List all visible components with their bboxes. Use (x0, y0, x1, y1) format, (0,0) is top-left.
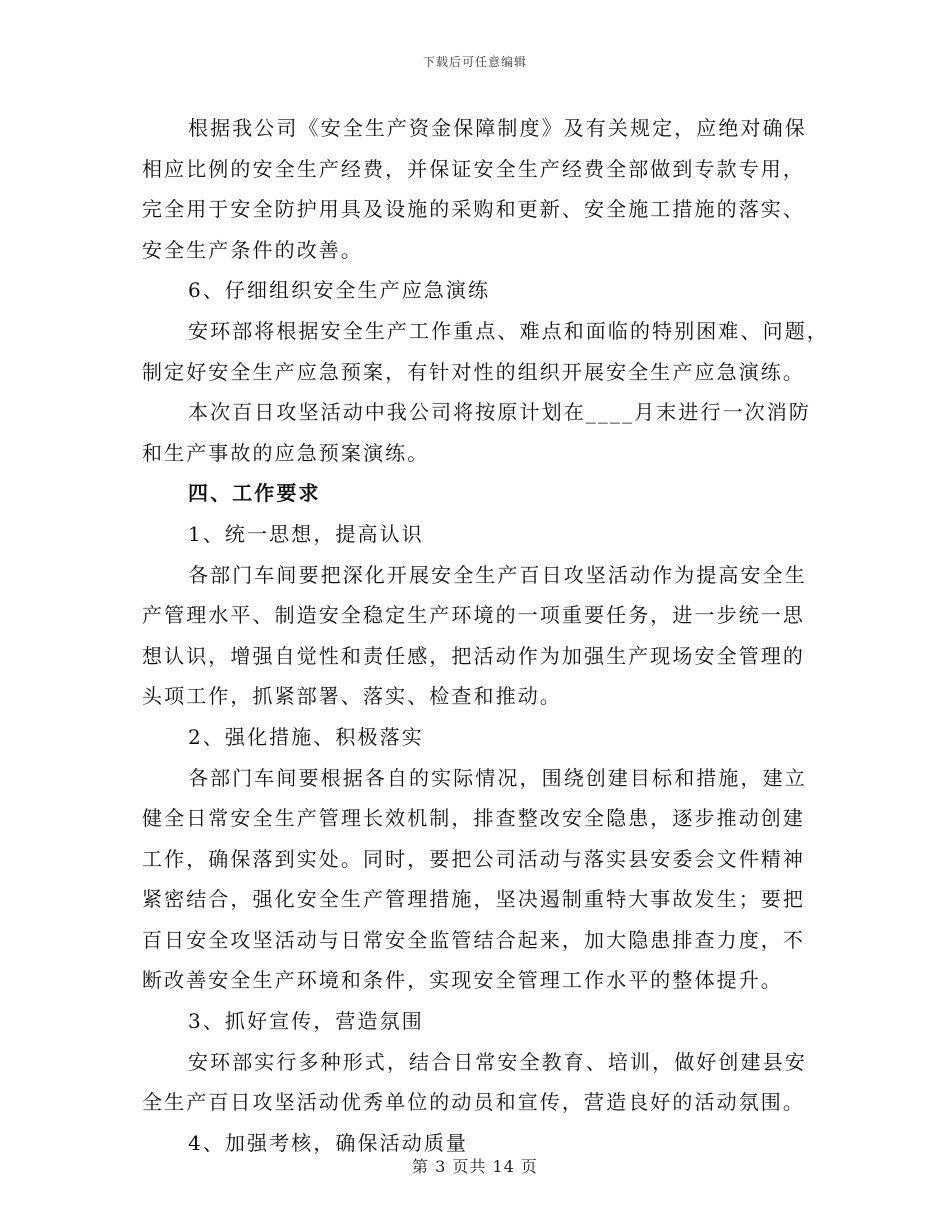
paragraph-line: 头项工作，抓紧部署、落实、检查和推动。 (142, 684, 562, 709)
paragraph-line: 全生产百日攻坚活动优秀单位的动员和宣传，营造良好的活动氛围。 (142, 1090, 805, 1115)
document-body (142, 108, 829, 1163)
paragraph-line: 产管理水平、制造安全稳定生产环境的一项重要任务，进一步统一思 (142, 603, 805, 628)
subheading-6: 6、仔细组织安全生产应急演练 (188, 278, 491, 303)
subheading-1: 1、统一思想，提高认识 (188, 521, 424, 546)
paragraph-line: 制定好安全生产应急预案，有针对性的组织开展安全生产应急演练。 (142, 359, 805, 384)
subheading-4: 4、加强考核，确保活动质量 (188, 1130, 469, 1155)
subheading-3: 3、抓好宣传，营造氛围 (188, 1009, 424, 1034)
section-heading-4: 四、工作要求 (188, 481, 321, 506)
paragraph-line: 安环部将根据安全生产工作重点、难点和面临的特别困难、问题， (188, 318, 829, 343)
paragraph-line: 百日安全攻坚活动与日常安全监管结合起来，加大隐患排查力度，不 (142, 927, 805, 952)
paragraph-line: 断改善安全生产环境和条件，实现安全管理工作水平的整体提升。 (142, 968, 783, 993)
paragraph-line: 各部门车间要把深化开展安全生产百日攻坚活动作为提高安全生 (188, 562, 807, 587)
header-note: 下载后可任意编辑 (422, 55, 527, 69)
paragraph-line: 本次百日攻坚活动中我公司将按原计划在____月末进行一次消防 (188, 400, 811, 425)
subheading-2: 2、强化措施、积极落实 (188, 724, 424, 749)
paragraph-line: 安环部实行多种形式，结合日常安全教育、培训，做好创建县安 (188, 1049, 807, 1074)
paragraph-line: 想认识，增强自觉性和责任感，把活动作为加强生产现场安全管理的 (142, 643, 805, 668)
paragraph-line: 和生产事故的应急预案演练。 (142, 440, 430, 465)
paragraph-line: 完全用于安全防护用具及设施的采购和更新、安全施工措施的落实、 (142, 197, 805, 222)
page-number: 第 3 页共 14 页 (412, 1157, 538, 1176)
paragraph-line: 各部门车间要根据各自的实际情况，围绕创建目标和措施，建立 (188, 765, 807, 790)
paragraph-line: 健全日常安全生产管理长效机制，排查整改安全隐患，逐步推动创建 (142, 806, 805, 831)
paragraph-line: 紧密结合，强化安全生产管理措施，坚决遏制重特大事故发生；要把 (142, 887, 805, 912)
paragraph-line: 根据我公司《安全生产资金保障制度》及有关规定，应绝对确保 (188, 116, 807, 140)
paragraph-line: 相应比例的安全生产经费，并保证安全生产经费全部做到专款专用， (142, 156, 805, 181)
paragraph-line: 安全生产条件的改善。 (142, 237, 363, 262)
paragraph-line: 工作，确保落到实处。同时，要把公司活动与落实县安委会文件精神 (142, 846, 805, 871)
